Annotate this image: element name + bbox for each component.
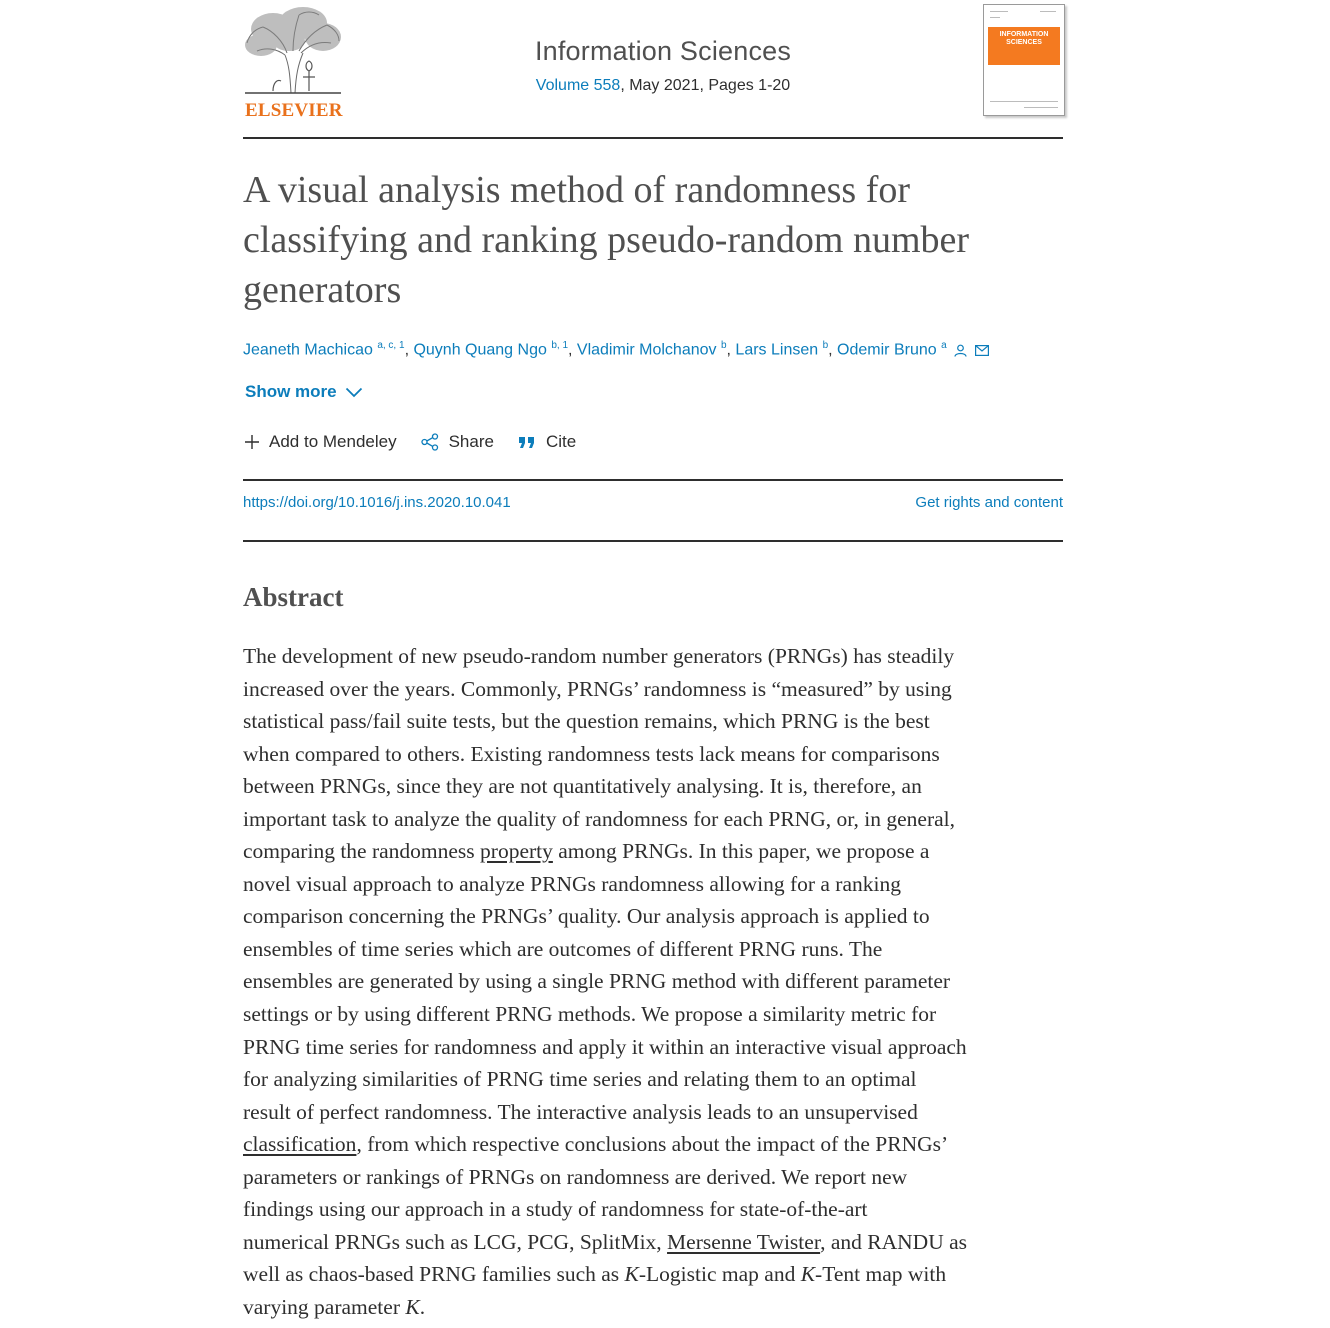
abstract-line: statistical pass/fail suite tests, but the question remains, which PRNG is the best [243,709,930,734]
header-divider [243,137,1063,139]
classification-link[interactable]: classification [243,1132,357,1157]
elsevier-logo[interactable] [243,5,343,121]
show-more-button[interactable] [245,382,363,402]
abstract-text [243,640,1065,1323]
abstract-line: PRNG time series for randomness and apply it within an interactive visual approach [243,1034,967,1059]
journal-cover[interactable] [983,4,1065,116]
author-name[interactable]: Odemir Bruno [837,341,937,359]
chevron-down-icon [345,387,363,398]
abstract-line: increased over the years. Commonly, PRNGs’ randomness is “measured” by using [243,676,952,701]
author-affiliation[interactable]: b, 1 [551,340,569,351]
show-more-label: Show more [245,382,337,401]
author-list: Jeaneth Machicao $^{a, c, 1}$, Quynh Quang Ngo $^{b, 1}$, Vladimir Molchanov $^b$, Lars Linsen $^b$, Odemir Bruno $^a$ [243,340,989,359]
mersenne-twister-link[interactable]: Mersenne Twister [667,1229,821,1254]
abstract-line: for analyzing similarities of PRNG time series and relating them to an optimal [243,1067,917,1092]
abstract-line: result of perfect randomness. The interactive analysis leads to an unsupervised [243,1099,918,1124]
article-page [243,0,1063,1328]
abstract-line: classification, from which respective conclusions about the impact of the PRNGs’ [243,1132,949,1157]
abstract-line: findings using our approach in a study of randomness for state-of-the-art [243,1197,868,1222]
elsevier-wordmark: ELSEVIER [245,100,343,121]
add-to-mendeley-button[interactable] [245,432,397,452]
author-name[interactable]: Quynh Quang Ngo [413,341,547,359]
abstract-line: important task to analyze the quality of randomness for each PRNG, or, in general, [243,806,956,831]
doi-link[interactable]: https://doi.org/10.1016/j.ins.2020.10.041 [243,494,511,511]
author-affiliation[interactable]: a, c, 1 [377,340,405,351]
abstract-line: well as chaos-based PRNG families such as K-Logistic map and K-Tent map with [243,1262,947,1287]
author-name[interactable]: Lars Linsen [735,341,819,359]
abstract-line: varying parameter K. [243,1294,426,1319]
person-icon[interactable] [954,344,967,357]
abstract-line: when compared to others. Existing randomness tests lack means for comparisons [243,741,940,766]
author-affiliation[interactable]: b [720,340,727,351]
article-actions [245,432,576,452]
journal-info [443,36,883,95]
property-link[interactable]: property [480,839,553,864]
add-to-mendeley-label: Add to Mendeley [269,432,397,451]
volume-link[interactable]: Volume 558 [535,77,621,94]
journal-issue [443,77,883,95]
journal-header [243,0,1063,138]
abstract-line: between PRNGs, since they are not quantitatively analysing. It is, therefore, an [243,774,922,799]
abstract-line: numerical PRNGs such as LCG, PCG, SplitMix, Mersenne Twister, and RANDU as [243,1229,968,1254]
author-name[interactable]: Jeaneth Machicao [243,341,373,359]
abstract-line: parameters or rankings of PRNGs on randomness are derived. We report new [243,1164,908,1189]
author-affiliation[interactable]: b [822,340,829,351]
issue-date-pages: , May 2021, Pages 1-20 [620,77,791,94]
share-icon [421,433,439,451]
abstract-line: comparison concerning the PRNGs’ quality. Our analysis approach is applied to [243,904,930,929]
abstract-line: novel visual approach to analyze PRNGs randomness allowing for a ranking [243,871,901,896]
abstract-line: comparing the randomness property among PRNGs. In this paper, we propose a [243,839,930,864]
doi-divider [243,540,1063,542]
author-name[interactable]: Vladimir Molchanov [576,341,717,359]
plus-icon [245,435,259,449]
abstract-line: ensembles are generated by using a single PRNG method with different parameter [243,969,951,994]
abstract-line: The development of new pseudo-random number generators (PRNGs) has steadily [243,644,955,668]
abstract-line: ensembles of time series which are outcomes of different PRNG runs. The [243,936,883,961]
abstract-line: settings or by using different PRNG methods. We propose a similarity metric for [243,1002,937,1027]
envelope-icon[interactable] [975,345,989,356]
journal-title[interactable]: Information Sciences [534,36,792,66]
author-affiliation[interactable]: a [941,340,947,351]
cover-band: INFORMATION SCIENCES [988,27,1060,65]
actions-divider [243,479,1063,481]
rights-link[interactable]: Get rights and content [915,494,1063,511]
cite-button[interactable] [518,432,576,452]
cite-label: Cite [545,432,577,451]
doi-row [243,494,1063,511]
quote-icon [518,435,536,449]
share-label: Share [448,432,494,451]
article-title: A visual analysis method of randomness for classifying and ranking pseudo-random number generators [243,169,970,311]
tree-icon [243,5,343,97]
abstract-heading: Abstract [243,582,344,612]
share-button[interactable] [421,432,494,452]
